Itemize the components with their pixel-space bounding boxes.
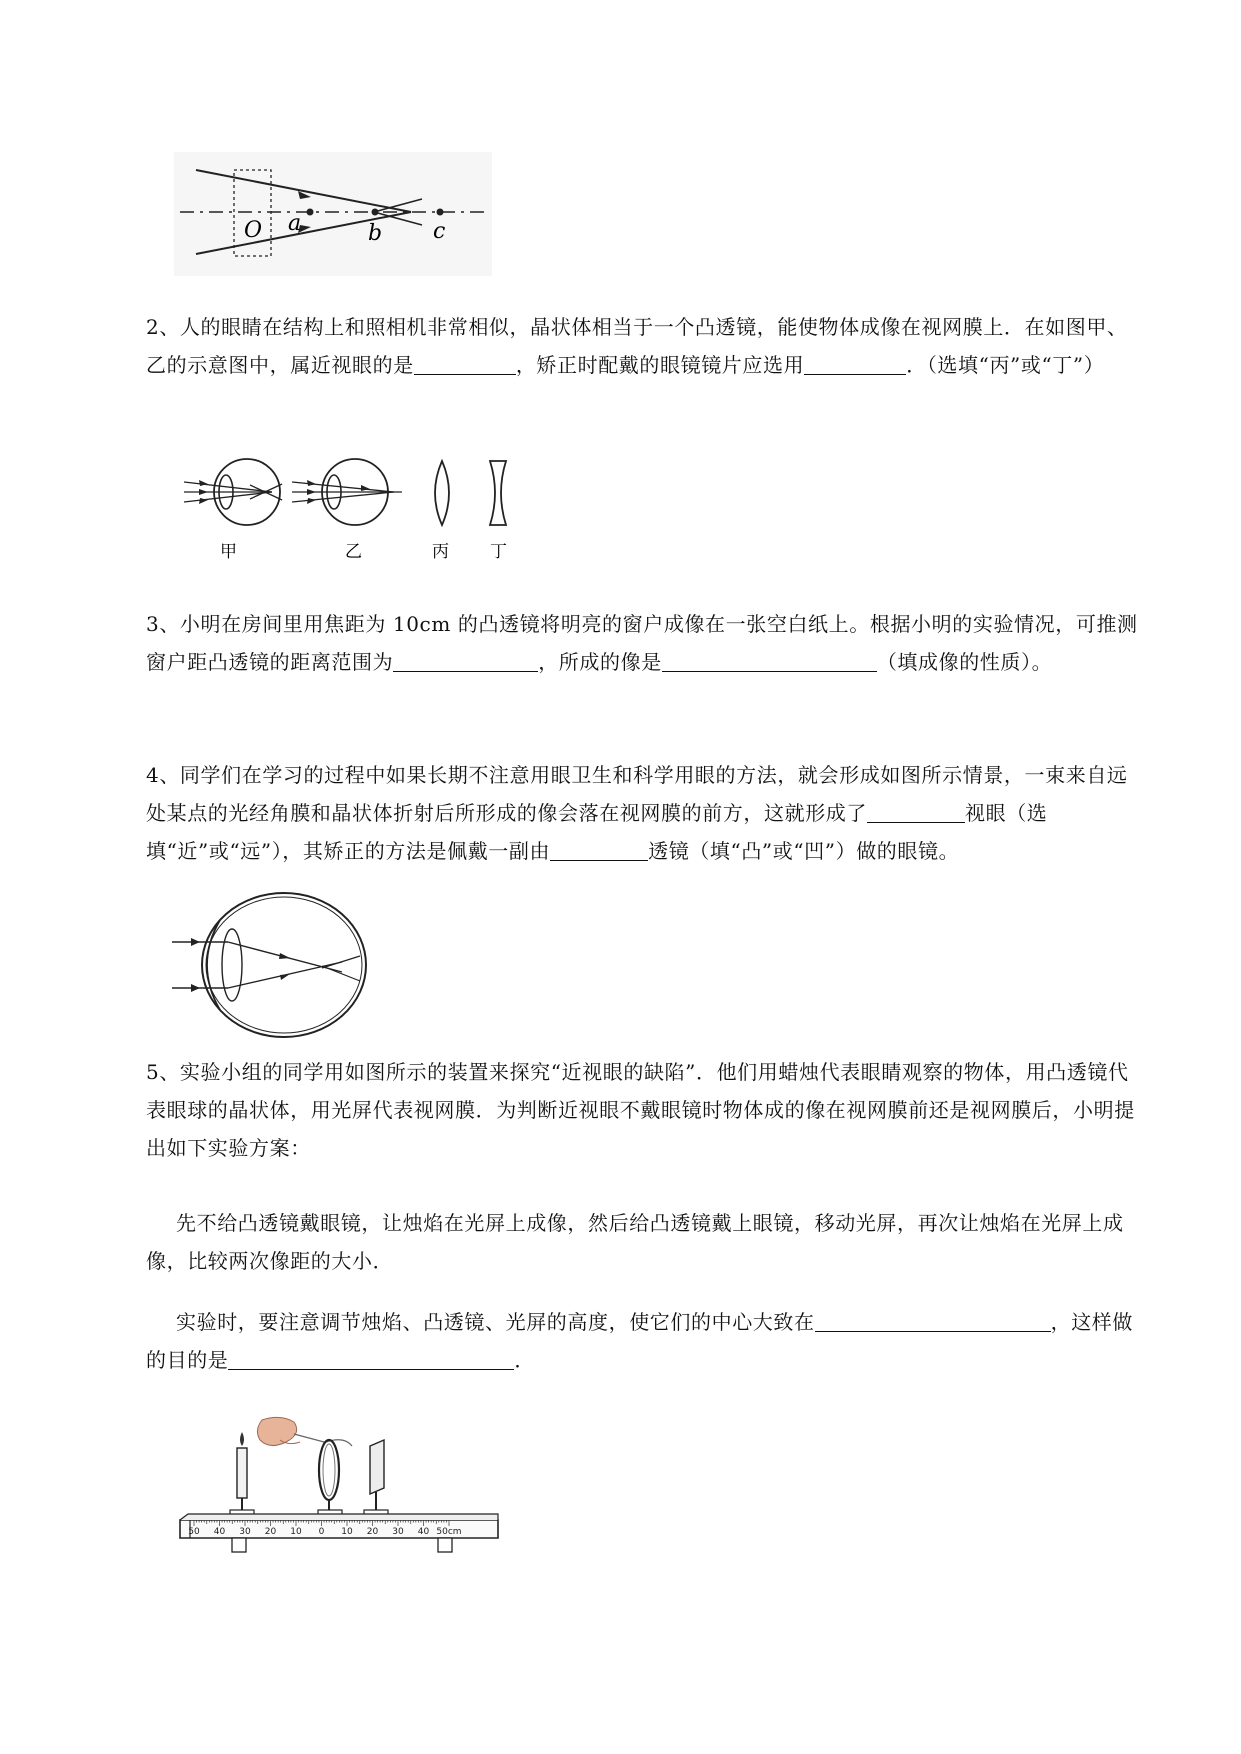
figure-myopic-eye xyxy=(172,890,368,1040)
question-5-blanks: 实验时，要注意调节烛焰、凸透镜、光屏的高度，使它们的中心大致在 ，这样做的目的是 ． xyxy=(146,1310,1134,1372)
question-3: 3、小明在房间里用焦距为 10cm 的凸透镜将明亮的窗户成像在一张空白纸上。根据小明的实验情况，可推测窗户距凸透镜的距离范围为 ，所成的像是 （填成像的性质）。 xyxy=(146,612,1138,674)
answer-blank[interactable] xyxy=(815,1309,1051,1332)
answer-blank[interactable] xyxy=(228,1347,514,1370)
answer-blank[interactable] xyxy=(393,649,538,672)
question-5-intro: 5、实验小组的同学用如图所示的装置来探究“近视眼的缺陷”．他们用蜡烛代表眼睛观察的物体，用凸透镜代表眼球的晶状体，用光屏代表视网膜．为判断近视眼不戴眼镜时物体成的像在视网膜前还是视网膜后，小明提出如下实验方案： xyxy=(146,1060,1135,1160)
label-yi: 乙 xyxy=(345,542,362,562)
label-jia: 甲 xyxy=(220,542,237,562)
ruler-label: 10 xyxy=(341,1527,353,1537)
label-c: c xyxy=(433,219,446,244)
ruler-label: 50cm xyxy=(436,1527,462,1537)
answer-blank[interactable] xyxy=(550,838,648,861)
label-b: b xyxy=(368,221,383,246)
question-2: 2、人的眼睛在结构上和照相机非常相似，晶状体相当于一个凸透镜，能使物体成像在视网膜上．在如图甲、乙的示意图中，属近视眼的是 ，矫正时配戴的眼镜镜片应选用 ．（选填“丙”或“丁”） xyxy=(146,315,1128,377)
question-5-plan: 先不给凸透镜戴眼镜，让烛焰在光屏上成像，然后给凸透镜戴上眼镜，移动光屏，再次让烛焰在光屏上成像，比较两次像距的大小． xyxy=(146,1211,1124,1273)
label-bing: 丙 xyxy=(432,542,449,562)
answer-blank[interactable] xyxy=(804,352,906,375)
figure-eyes-and-lenses xyxy=(180,455,540,565)
answer-blank[interactable] xyxy=(867,800,965,823)
ruler-label: 30 xyxy=(239,1527,251,1537)
ruler-label: 40 xyxy=(213,1527,226,1537)
ruler-label: 40 xyxy=(417,1527,430,1537)
label-a: a xyxy=(288,211,302,236)
label-o: O xyxy=(244,218,263,243)
answer-blank[interactable] xyxy=(414,352,516,375)
figure-ray-diagram xyxy=(174,152,492,276)
ruler-label: 30 xyxy=(392,1527,404,1537)
ruler-label: 20 xyxy=(264,1527,277,1537)
figure-optical-bench xyxy=(176,1412,502,1562)
ruler-label: 0 xyxy=(318,1527,325,1537)
answer-blank[interactable] xyxy=(662,649,877,672)
ruler-label: 50 xyxy=(188,1527,200,1537)
question-4: 4、同学们在学习的过程中如果长期不注意用眼卫生和科学用眼的方法，就会形成如图所示情景，一束来自远处某点的光经角膜和晶状体折射后所形成的像会落在视网膜的前方，这就形成了 视眼（选填“近”或“远”），其矫正的方法是佩戴一副由 透镜（填“凸”或“凹”）做的眼镜。 xyxy=(146,763,1128,863)
label-ding: 丁 xyxy=(490,542,507,562)
ruler-label: 10 xyxy=(290,1527,302,1537)
ruler-label: 20 xyxy=(366,1527,379,1537)
